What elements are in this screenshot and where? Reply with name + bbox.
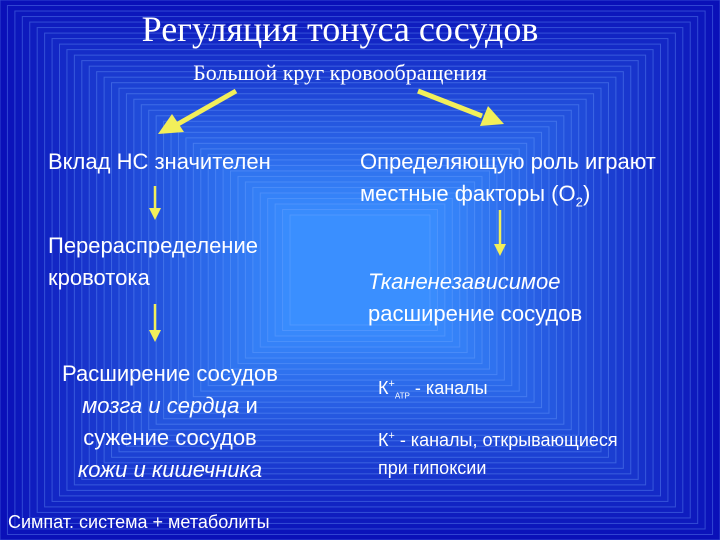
k1-sup: + [388,378,395,390]
arrow-left-down-icon [158,91,236,134]
arrow-right-down-icon [418,91,504,126]
organs-dilation-text: мозга и сердца [82,393,240,418]
left-statement-3-line-c: сужение сосудов [83,425,257,450]
k2-rest: - каналы, открывающиеся [394,430,618,450]
slide-subtitle: Большой круг кровообращения [193,60,487,85]
arrow-down-icon [149,304,161,342]
closing-paren: ) [582,181,591,206]
k2-letter: К [378,430,389,450]
tissue-independent-text: Тканенезависимое [368,269,561,294]
arrow-down-icon [494,210,506,256]
slide-title: Регуляция тонуса сосудов [141,9,539,49]
vasodilation-text: расширение сосудов [368,301,583,326]
left-statement-3-line-a: Расширение сосудов [62,361,278,386]
footer-note: Симпат. система + метаболиты [8,512,270,532]
k1-letter: К [378,378,389,398]
left-statement-2-line-b: кровотока [48,265,150,290]
k1-rest: - каналы [409,378,488,398]
left-statement-2-line-a: Перераспределение [48,233,258,258]
arrow-down-icon [149,186,161,220]
hypoxia-k-line-b: при гипоксии [378,458,487,478]
k2-sup: + [388,430,395,442]
conjunction-text: и [239,393,258,418]
local-factors-text: местные факторы (О [360,181,576,206]
right-statement-1-line-a: Определяющую роль играют [360,149,656,174]
k1-sub: АТР [394,391,410,401]
oxygen-subscript: 2 [575,194,583,210]
left-statement-1: Вклад НС значителен [48,149,271,174]
organs-constriction-text: кожи и кишечника [77,457,263,482]
